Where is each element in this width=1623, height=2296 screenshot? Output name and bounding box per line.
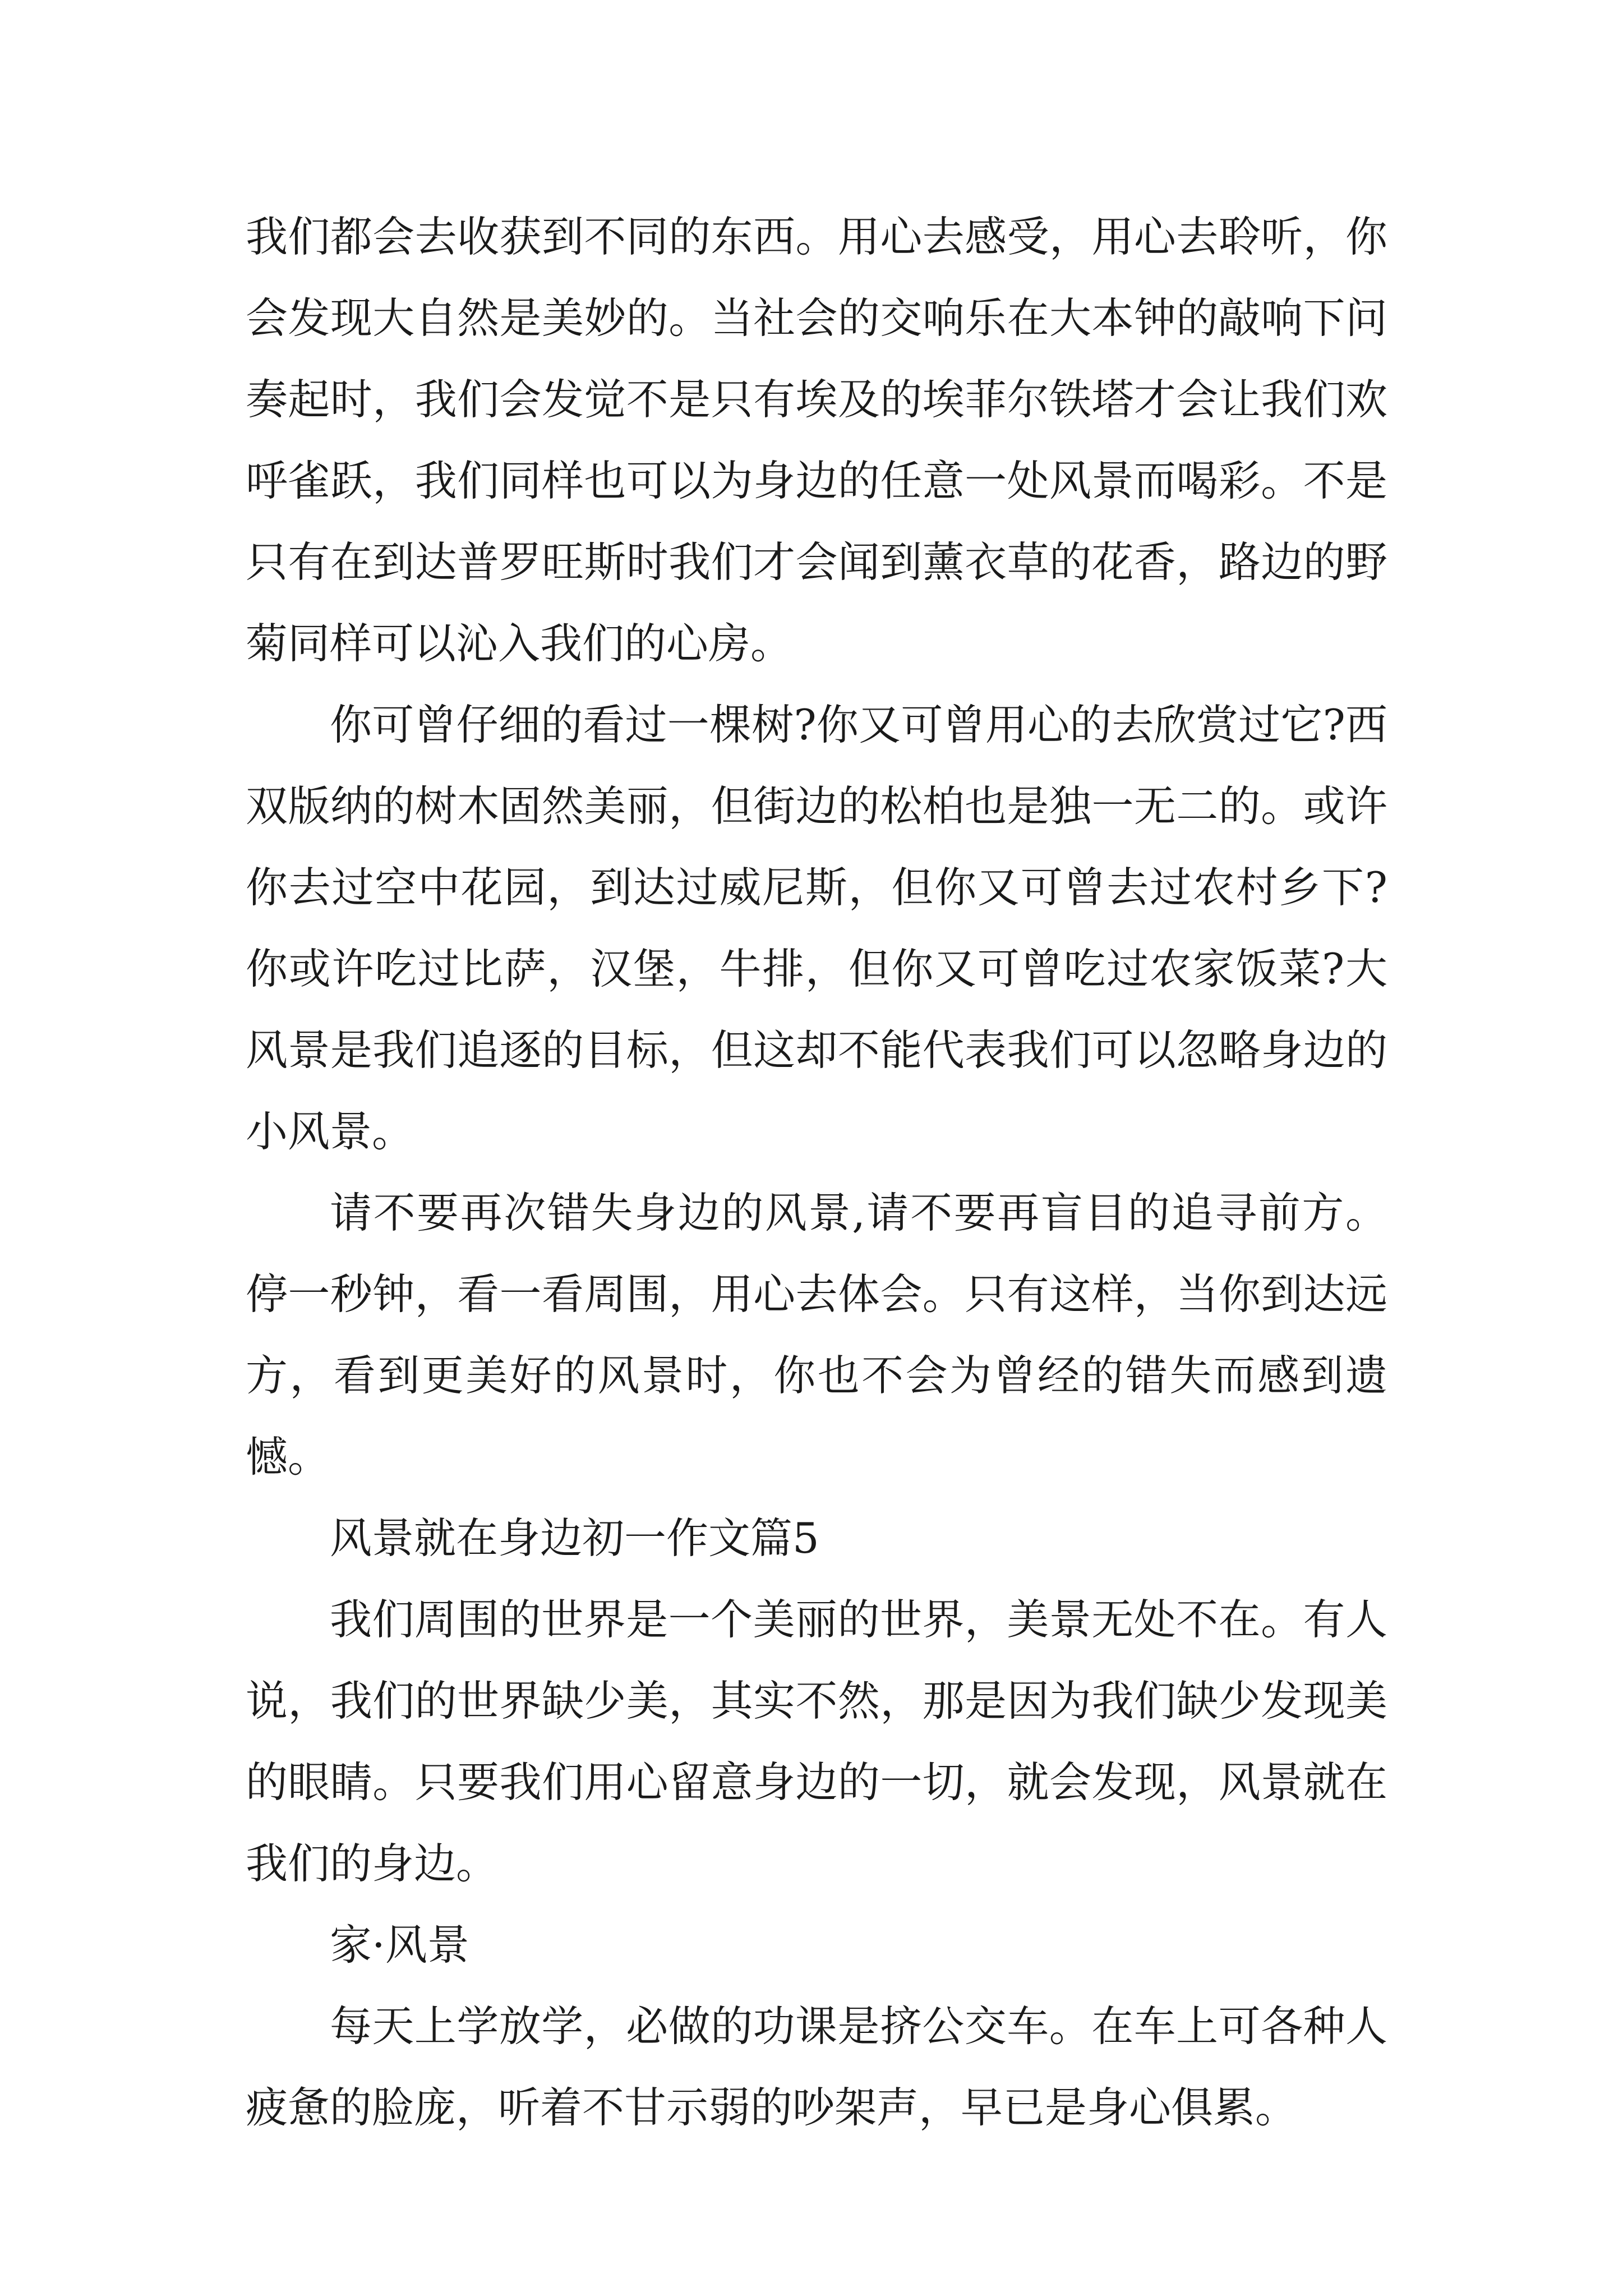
subheading: 家·风景 bbox=[330, 1920, 469, 1970]
paragraph-dont-miss: 请不要再次错失身边的风景,请不要再盲目的追寻前方。停一秒钟，看一看周围，用心去体会。只有这样，当你到达远方，看到更美好的风景时，你也不会为曾经的错失而感到遗憾。 bbox=[246, 1188, 1387, 1481]
section-heading: 风景就在身边初一作文篇5 bbox=[330, 1513, 819, 1563]
paragraph-world: 我们周围的世界是一个美丽的世界，美景无处不在。有人说，我们的世界缺少美，其实不然，那是因为我们缺少发现美的眼睛。只要我们用心留意身边的一切，就会发现，风景就在我们的身边。 bbox=[246, 1595, 1387, 1888]
paragraph-bus: 每天上学放学，必做的功课是挤公交车。在车上可各种人疲惫的脸庞，听着不甘示弱的吵架声，早已是身心俱累。 bbox=[246, 2001, 1387, 2132]
paragraph-tree: 你可曾仔细的看过一棵树?你又可曾用心的去欣赏过它?西双版纳的树木固然美丽，但街边的松柏也是独一无二的。或许你去过空中花园，到达过威尼斯，但你又可曾去过农村乡下?你或许吃过比萨，汉堡，牛排，但你又可曾吃过农家饭菜?大风景是我们追逐的目标，但这却不能代表我们可以忽略身边的小风景。 bbox=[246, 700, 1387, 1156]
document-body bbox=[246, 196, 1387, 2148]
paragraph-continued: 我们都会去收获到不同的东西。用心去感受，用心去聆听，你会发现大自然是美妙的。当社会的交响乐在大本钟的敲响下问奏起时，我们会发觉不是只有埃及的埃菲尔铁塔才会让我们欢呼雀跃，我们同样也可以为身边的任意一处风景而喝彩。不是只有在到达普罗旺斯时我们才会闻到薰衣草的花香，路边的野菊同样可以沁入我们的心房。 bbox=[246, 212, 1387, 668]
